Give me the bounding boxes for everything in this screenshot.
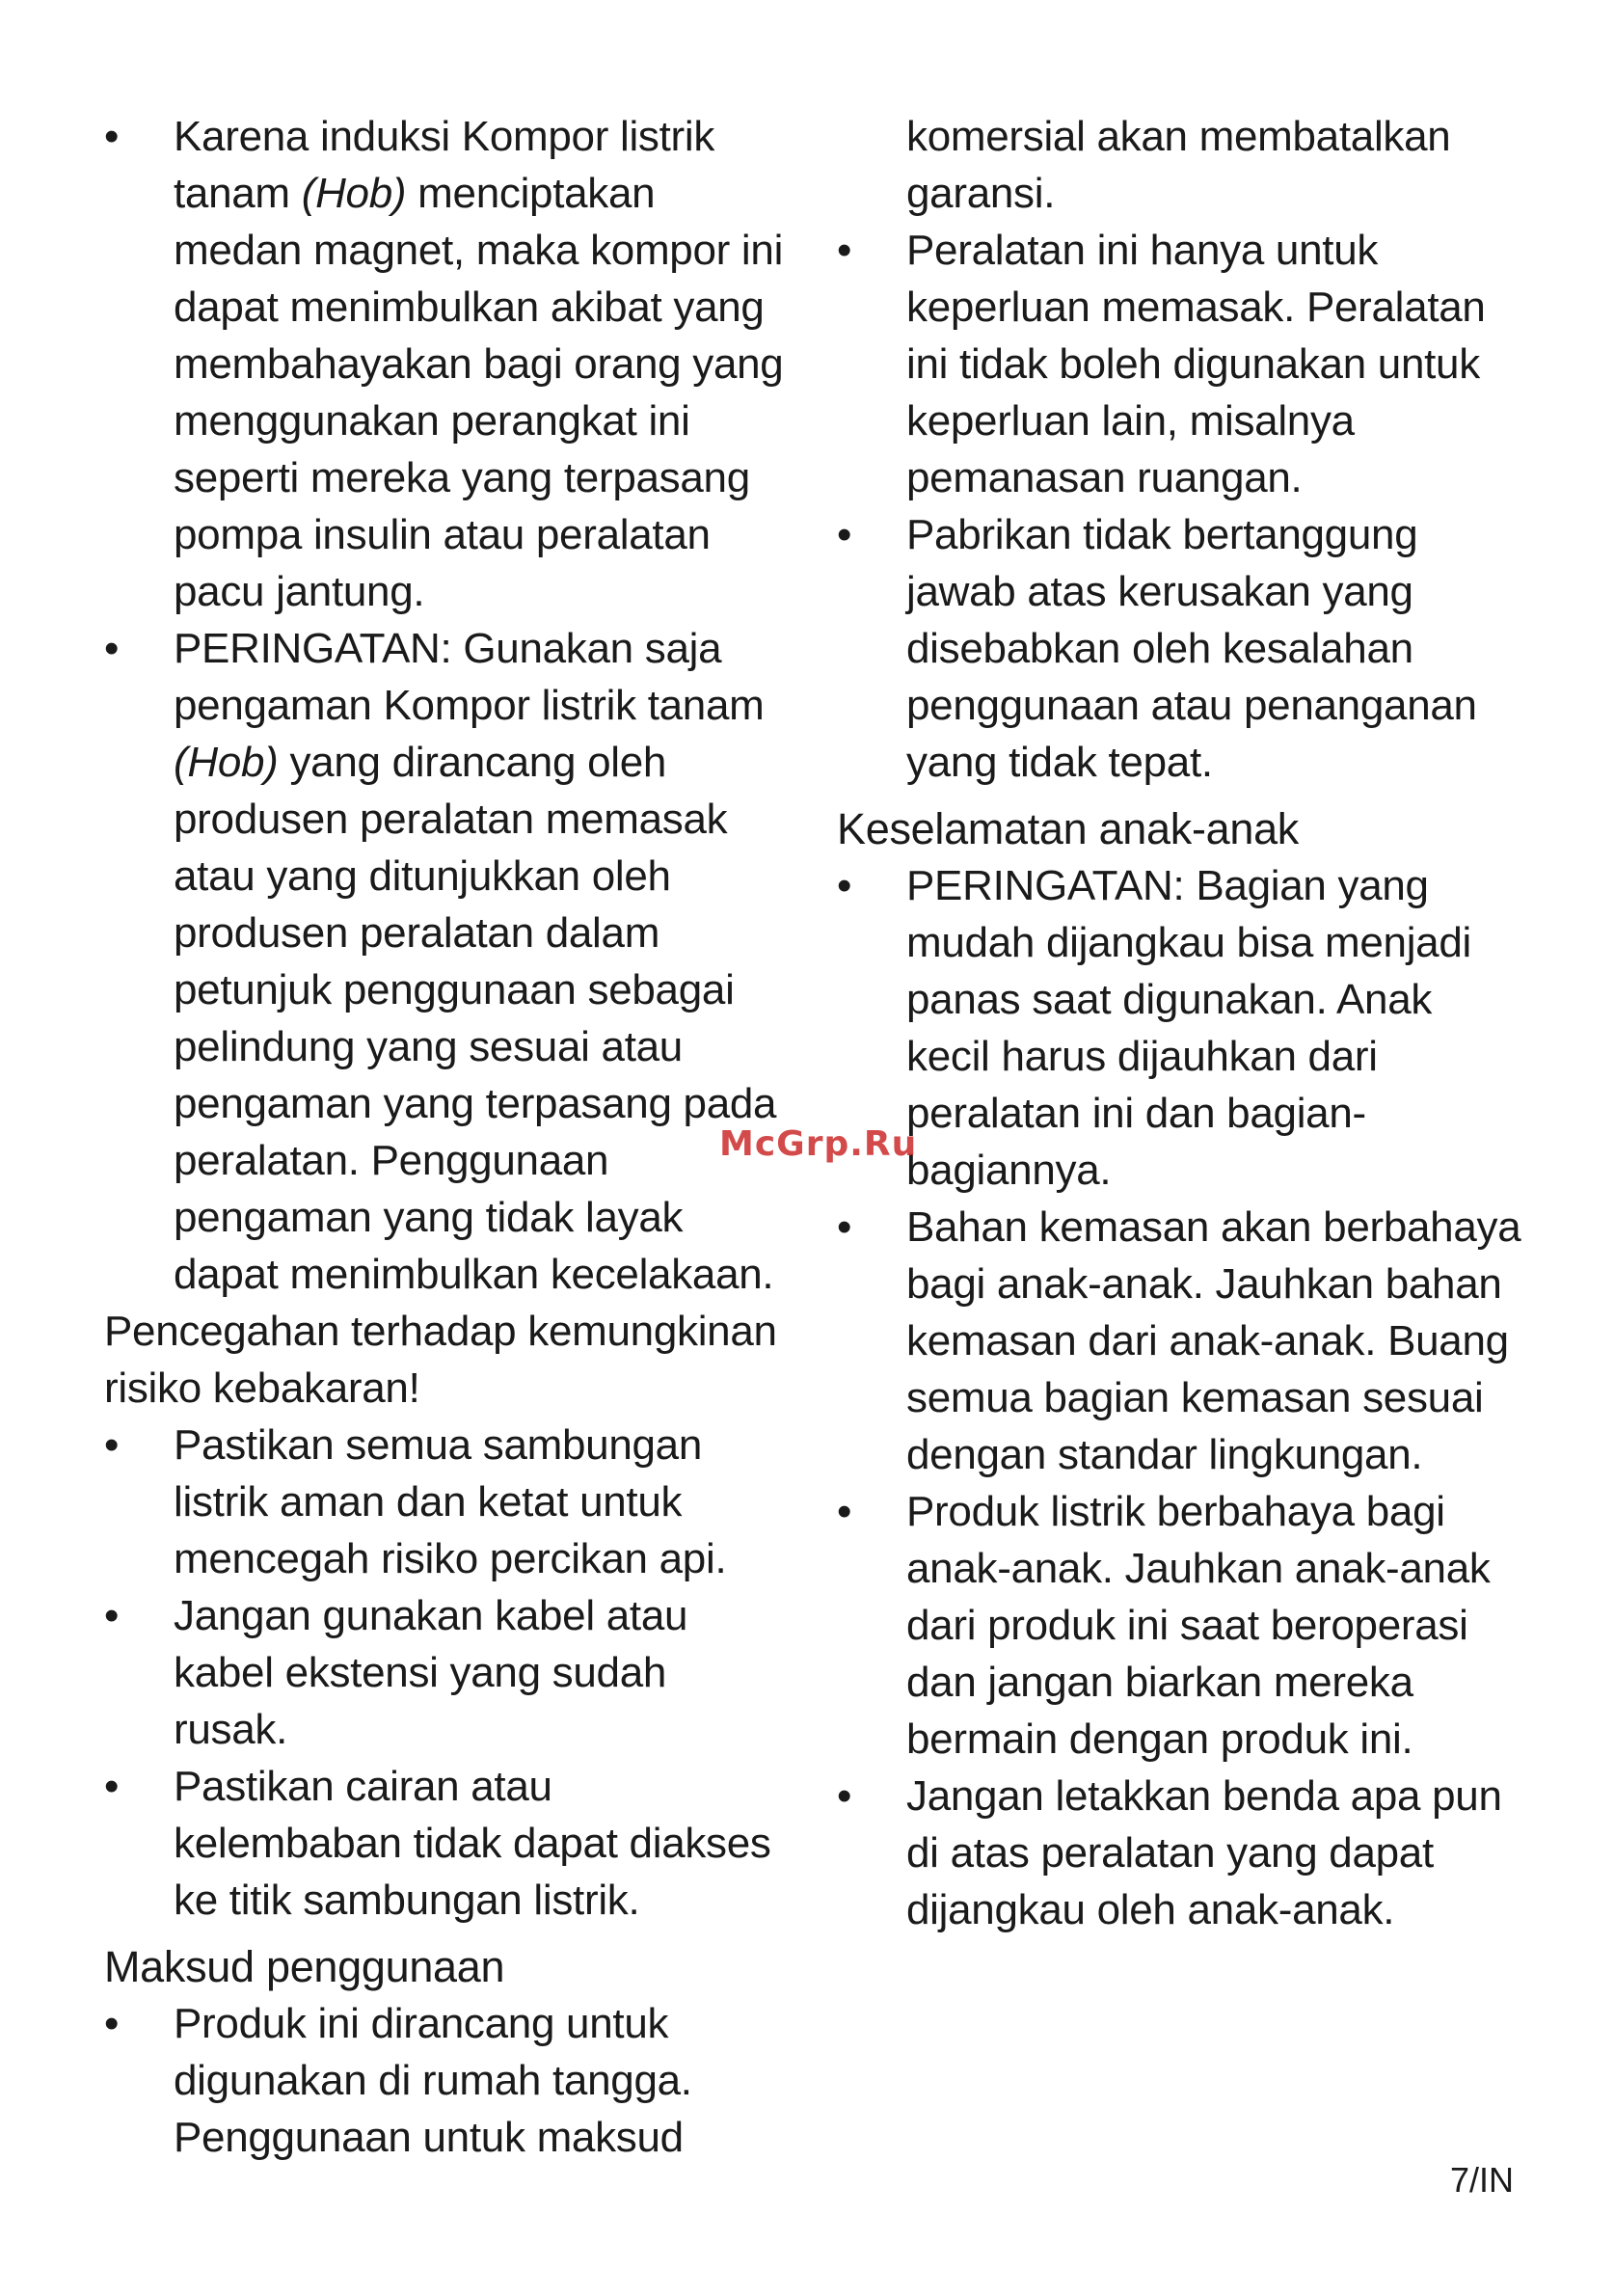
fire-prevention-list [104,1417,789,1929]
list-item: • PERINGATAN: Gunakan saja pengaman Kompor listrik tanam (Hob) yang dirancang oleh produsen peralatan memasak atau yang ditunjukkan oleh produsen peralatan dalam petunjuk penggunaan sebagai pelindung yang sesuai atau pengaman yang terpasang pada peralatan. Penggunaan pengaman yang tidak layak dapat menimbulkan kecelakaan. [104,620,789,1303]
list-item: • Jangan gunakan kabel atau kabel ekstensi yang sudah rusak. [104,1587,789,1758]
hob-term: (Hob) [174,739,279,786]
list-item: • Pabrikan tidak bertanggung jawab atas kerusakan yang disebabkan oleh kesalahan penggunaan atau penanganan yang tidak tepat. [837,506,1521,791]
safety-list [104,108,789,1303]
list-item: • Peralatan ini hanya untuk keperluan memasak. Peralatan ini tidak boleh digunakan untuk keperluan lain, misalnya pemanasan ruangan. [837,222,1521,506]
child-safety-heading: Keselamatan anak-anak [837,804,1300,853]
list-item: • Produk listrik berbahaya bagi anak-anak. Jauhkan anak-anak dari produk ini saat beroperasi dan jangan biarkan mereka bermain dengan produk ini. [837,1483,1521,1768]
intended-use-heading: Maksud penggunaan [104,1942,505,1991]
child-safety-list [837,857,1521,1938]
list-item: • Jangan letakkan benda apa pun di atas peralatan yang dapat dijangkau oleh anak-anak. [837,1768,1521,1938]
watermark: McGrp.Ru [719,1124,918,1164]
list-item: • Pastikan cairan atau kelembaban tidak dapat diakses ke titik sambungan listrik. [104,1758,789,1929]
right-column [837,108,1521,1938]
list-item: • Produk ini dirancang untuk digunakan di rumah tangga. Penggunaan untuk maksud [104,1995,789,2166]
list-item: • Bahan kemasan akan berbahaya bagi anak-anak. Jauhkan bahan kemasan dari anak-anak. Buang semua bagian kemasan sesuai dengan standar lingkungan. [837,1199,1521,1483]
fire-prevention-heading: Pencegahan terhadap kemungkinan risiko kebakaran! [104,1308,777,1412]
continued-text: komersial akan membatalkan garansi. [906,113,1451,217]
list-item: • PERINGATAN: Bagian yang mudah dijangkau bisa menjadi panas saat digunakan. Anak kecil harus dijauhkan dari peralatan ini dan bagian-bagiannya. [837,857,1521,1199]
list-item: • Karena induksi Kompor listrik tanam (Hob) menciptakan medan magnet, maka kompor ini dapat menimbulkan akibat yang membahayakan bagi orang yang menggunakan perangkat ini seperti mereka yang terpasang pompa insulin atau peralatan pacu jantung. [104,108,789,620]
hob-term: (Hob) [301,170,407,217]
page-number: 7/IN [1449,2160,1514,2200]
left-column [104,108,789,2166]
intended-use-list [104,1995,789,2166]
list-item: • Pastikan semua sambungan listrik aman dan ketat untuk mencegah risiko percikan api. [104,1417,789,1587]
intended-use-list-continued [837,222,1521,791]
